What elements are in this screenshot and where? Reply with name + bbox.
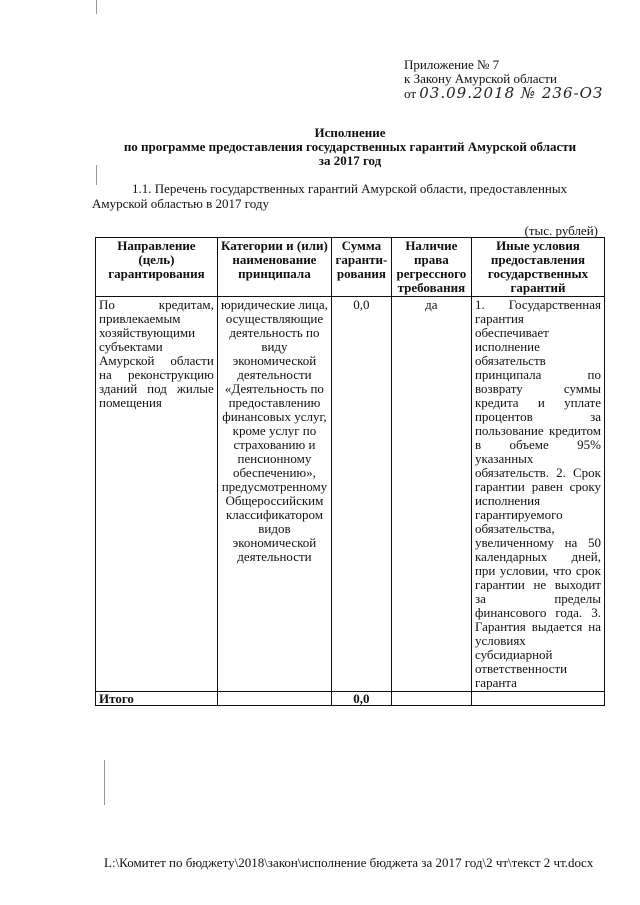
cell-category: юридические лица, осуществляющие деятельность по виду экономической деятельности «Деятельность по предоставлению финансовых услуг, кроме услуг по страхованию и пенсионному обеспечению», предусмотренному Общероссийским классификатором видов экономической деятельности — [217, 297, 331, 692]
header-other-conditions: Иные условия предоставления государственных гарантий — [471, 238, 604, 297]
appendix-date-prefix: от — [404, 86, 417, 101]
appendix-header — [404, 58, 603, 101]
file-path-footer: L:\Комитет по бюджету\2018\закон\исполнение бюджета за 2017 год\2 чт\текст 2 чт.docx — [104, 855, 594, 870]
document-title — [0, 126, 640, 168]
appendix-number: Приложение № 7 — [404, 57, 500, 72]
intro-line-2: Амурской областью в 2017 году — [92, 196, 270, 211]
scan-edge-line — [104, 760, 105, 805]
scan-edge-line — [96, 0, 97, 14]
header-direction: Направление (цель) гарантирования — [96, 238, 218, 297]
total-empty-cell — [471, 692, 604, 706]
cell-regress: да — [391, 297, 471, 692]
total-empty-cell — [391, 692, 471, 706]
header-category: Категории и (или) наименование принципала — [217, 238, 331, 297]
title-line-1: Исполнение — [314, 125, 386, 140]
total-label: Итого — [96, 692, 218, 706]
header-regress: Наличие права регрессного требования — [391, 238, 471, 297]
table-header-row — [96, 238, 605, 297]
section-intro — [92, 181, 600, 211]
guarantees-table — [95, 237, 605, 706]
cell-direction: По кредитам, привлекаемым хозяйствующими субъектами Амурской области на реконструкцию зданий под жилые помещения — [96, 297, 218, 692]
title-line-3: за 2017 год — [318, 153, 382, 168]
table-row — [96, 297, 605, 692]
appendix-date-line — [404, 86, 603, 101]
intro-line-1: 1.1. Перечень государственных гарантий Амурской области, предоставленных — [132, 181, 568, 196]
cell-other-conditions: 1. Государственная гарантия обеспечивает исполнение обязательств принципала по возврату суммы кредита и уплате процентов за пользование кредитом в объеме 95% указанных обязательств. 2. Срок гарантии равен сроку исполнения гарантируемого обязательства, увеличенному на 50 календарных дней, при условии, что срок гарантии не выходит за пределы финансового года. 3. Гарантия выдается на условиях субсидиарной ответственности гаранта — [471, 297, 604, 692]
total-empty-cell — [217, 692, 331, 706]
appendix-law-ref: к Закону Амурской области — [404, 71, 557, 86]
header-amount: Сумма гаранти-рования — [332, 238, 392, 297]
title-line-2: по программе предоставления государственных гарантий Амурской области — [123, 139, 577, 154]
units-label: (тыс. рублей) — [524, 223, 598, 238]
total-amount: 0,0 — [332, 692, 392, 706]
table-total-row — [96, 692, 605, 706]
handwritten-date-number: 03.09.2018 № 236-ОЗ — [419, 84, 604, 102]
cell-amount: 0,0 — [332, 297, 392, 692]
